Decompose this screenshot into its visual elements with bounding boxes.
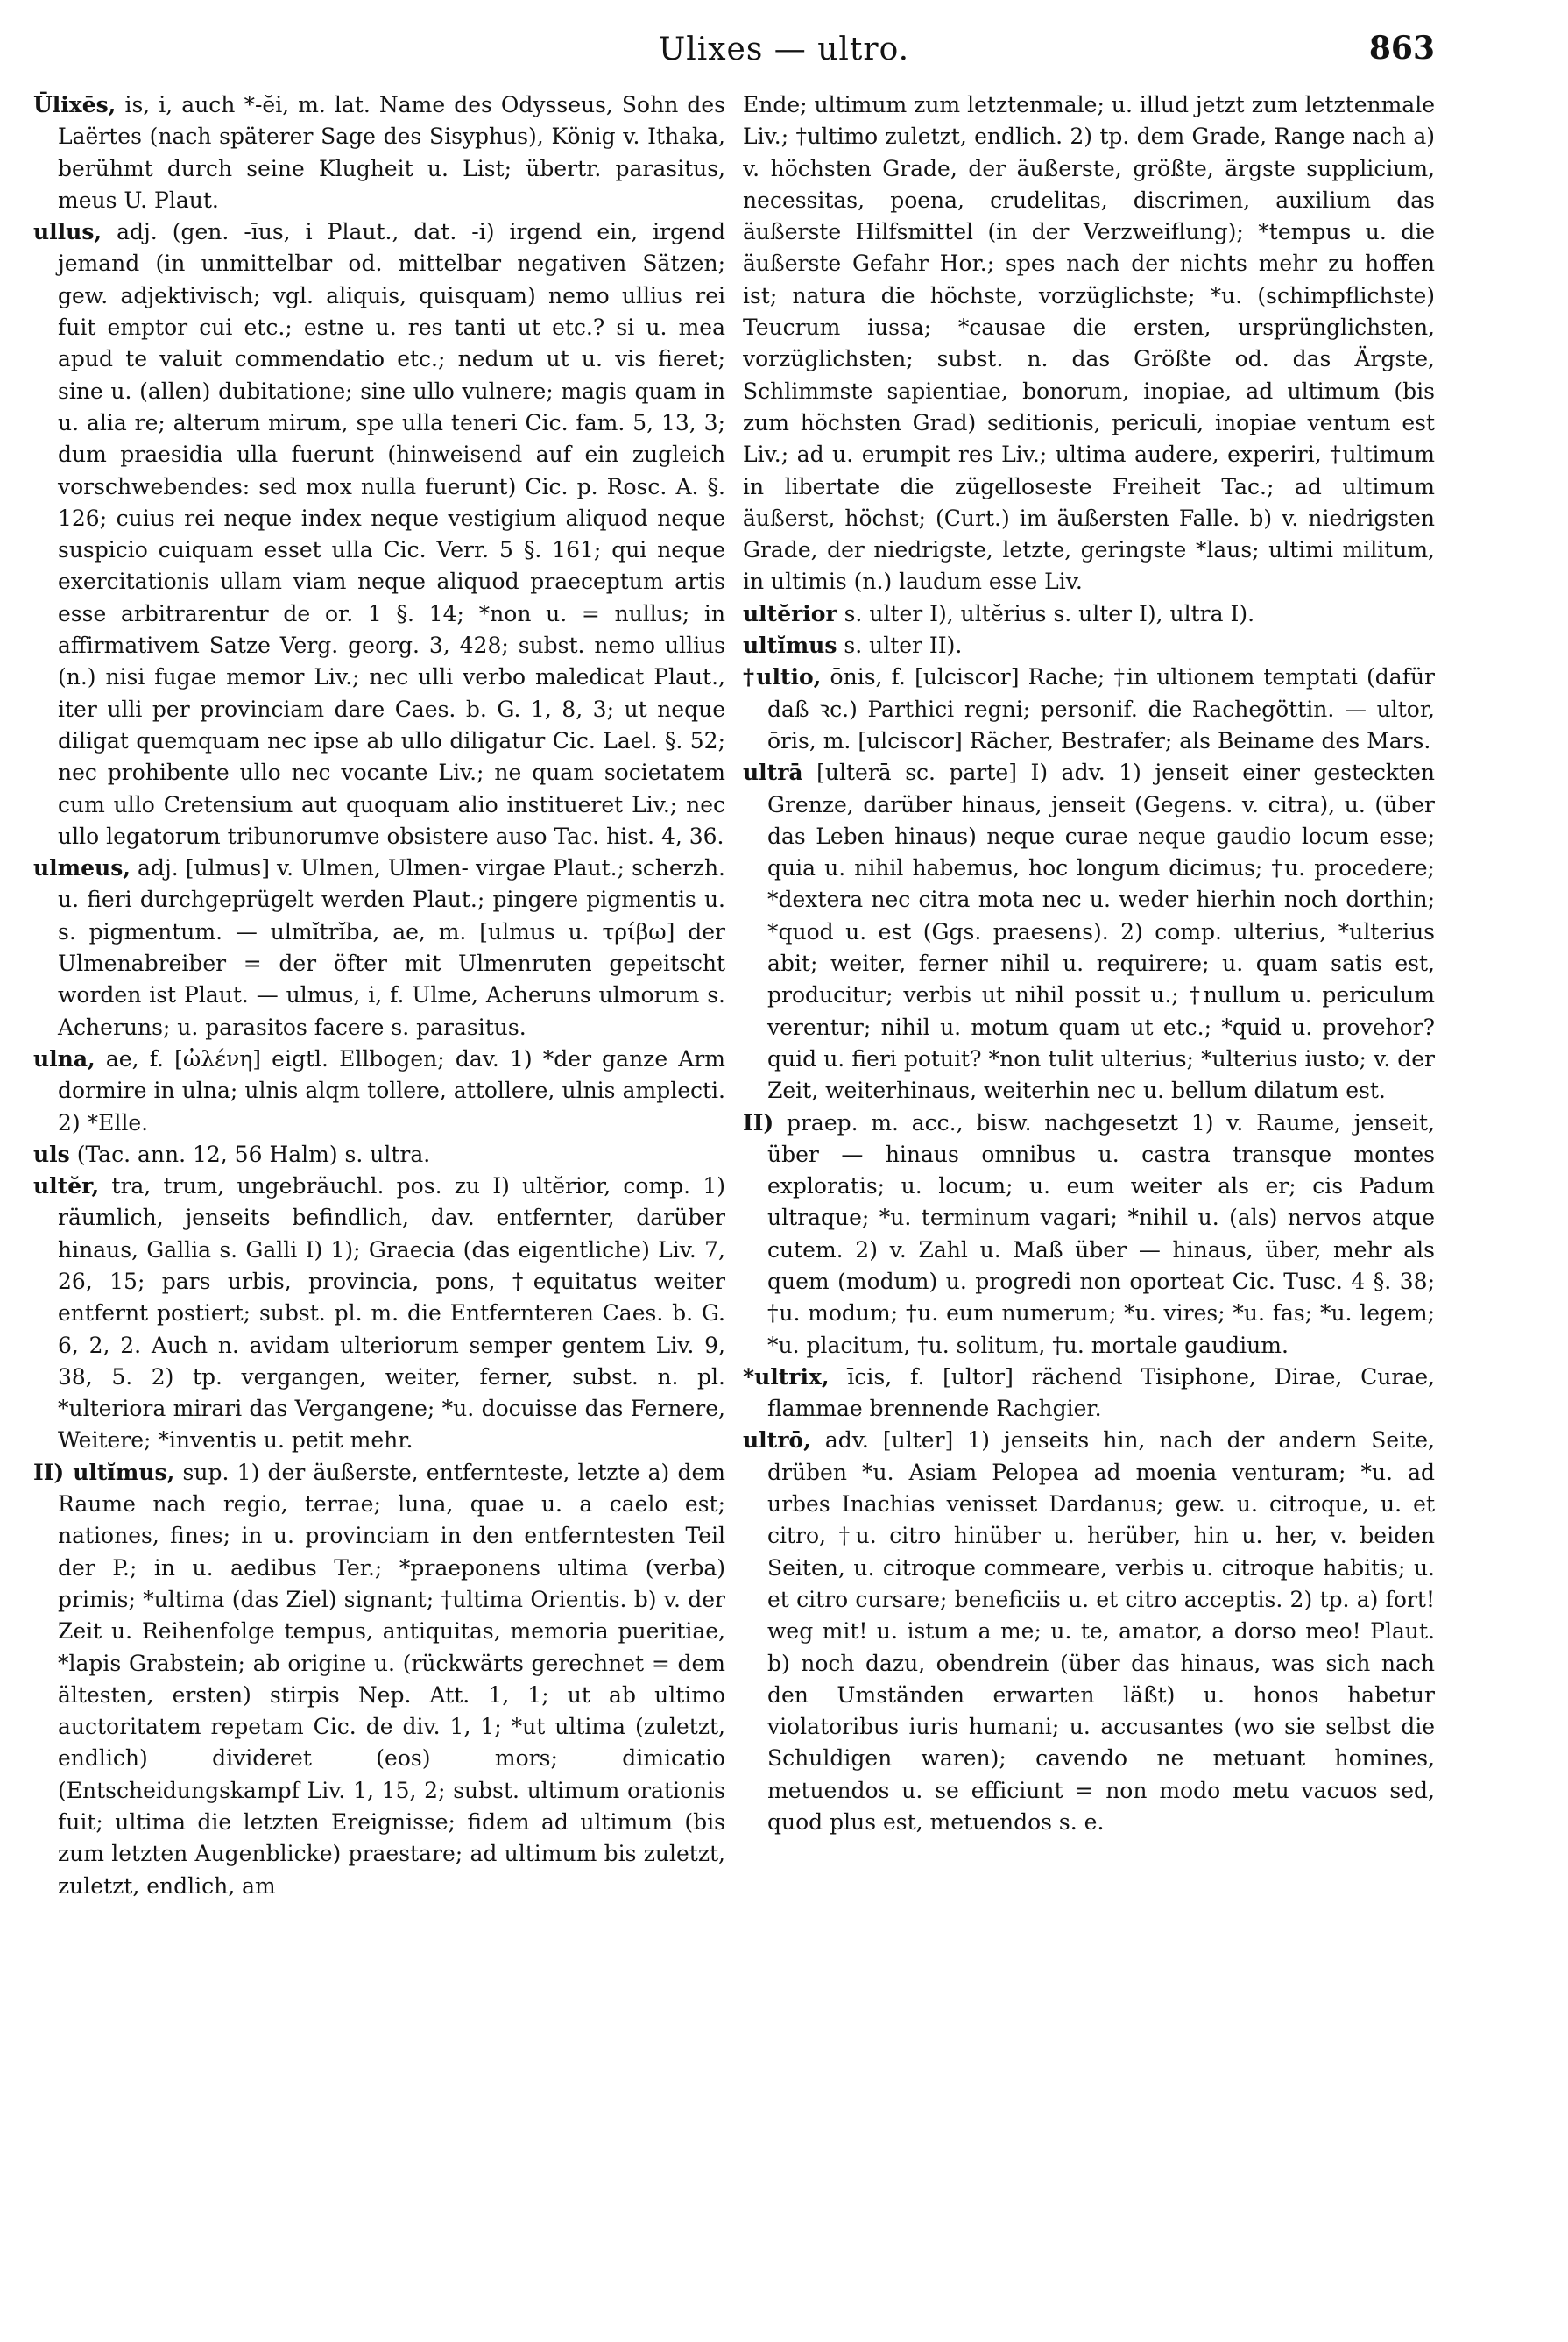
entry-text: adv. [ulter] 1) jenseits hin, nach der andern Seite, drüben *u. Asiam Pelopea ad moenia venturam; *u. ad urbes Inachias venisset Dardanus; gew. u. citroque, u. et citro, †u. citro hinüber u. herüber, hin u. her, v. beiden Seiten, u. citroque commeare, verbis u. citroque habitis; u. et citro cursare; beneficiis u. et citro acceptis. 2) tp. a) fort! weg mit! u. istum a me; u. te, amator, a dorso meo! Plaut. b) noch dazu, obendrein (über das hinaus, was sich nach den Umständen erwarten läßt) u. honos habetur violatoribus iuris humani; u. accusantes (wo sie selbst die Schuldigen waren); cavendo ne metuant homines, metuendos u. se efficiunt = non modo metu vacuos sed, quod plus est, metuendos s. e. — [767, 1427, 1435, 1836]
right-column — [743, 89, 1435, 2315]
dictionary-entry — [743, 1425, 1435, 1838]
page-number: 863 — [1368, 30, 1435, 67]
dictionary-entry — [743, 662, 1435, 757]
dictionary-entry — [743, 757, 1435, 1107]
headword: †ultio, — [743, 664, 822, 690]
headword: ulna, — [33, 1045, 95, 1072]
dictionary-columns — [33, 89, 1435, 2315]
headword: ultĭmus — [743, 633, 837, 659]
entry-text: (Tac. ann. 12, 56 Halm) s. ultra. — [69, 1141, 431, 1167]
entry-text: tra, trum, ungebräuchl. pos. zu I) ultĕrior, comp. 1) räumlich, jenseits befindlich, dav. entfernter, darüber hinaus, Gallia s. Galli I) 1); Graecia (das eigentliche) Liv. 7, 26, 15; pars urbis, provincia, pons, †equitatus weiter entfernt postiert; subst. pl. m. die Entfernteren Caes. b. G. 6, 2, 2. Auch n. avidam ulteriorum semper gentem Liv. 9, 38, 5. 2) tp. vergangen, weiter, ferner, subst. n. pl. *ulteriora mirari das Vergangene; *u. docuisse das Fernere, Weitere; *inventis u. petit mehr. — [58, 1173, 725, 1454]
dictionary-entry — [743, 598, 1435, 630]
headword: ultrā — [743, 760, 803, 786]
headword: ullus, — [33, 219, 102, 245]
entry-text: adj. [ulmus] v. Ulmen, Ulmen- virgae Plaut.; scherzh. u. fieri durchgeprügelt werden Plaut.; pingere pigmentis u. s. pigmentum. — ulmĭtrĭba, ae, m. [ulmus u. τρίβω] der Ulmenabreiber = der öfter mit Ulmenruten gepeitscht worden ist Plaut. — ulmus, i, f. Ulme, Acheruns ulmorum s. Acheruns; u. parasitos facere s. parasitus. — [58, 855, 725, 1040]
entry-text: ōnis, f. [ulciscor] Rache; †in ultionem temptati (dafür daß ꝛc.) Parthici regni; personif. die Rachegöttin. — ultor, ōris, m. [ulciscor] Rächer, Bestrafer; als Beiname des Mars. — [767, 664, 1435, 754]
entry-text: sup. 1) der äußerste, entfernteste, letzte a) dem Raume nach regio, terrae; luna, quae u. a caelo est; nationes, fines; in u. provinciam in den entferntesten Teil der P.; in u. aedibus Ter.; *praeponens ultima (verba) primis; *ultima (das Ziel) signant; †ultima Orientis. b) v. der Zeit u. Reihenfolge tempus, antiquitas, memoria pueritiae, *lapis Grabstein; ab origine u. (rückwärts gerechnet = dem ältesten, ersten) stirpis Nep. Att. 1, 1; ut ab ultimo auctoritatem repetam Cic. de div. 1, 1; *ut ultima (zuletzt, endlich) divideret (eos) mors; dimicatio (Entscheidungskampf Liv. 1, 15, 2; subst. ultimum orationis fuit; ultima die letzten Ereignisse; fidem ad ultimum (bis zum letzten Augenblicke) praestare; ad ultimum bis zuletzt, zuletzt, endlich, am — [58, 1459, 725, 1899]
dictionary-entry — [33, 1457, 725, 1902]
page-header — [0, 19, 1568, 81]
headword: ultĕrior — [743, 600, 837, 626]
headword: Ūlixēs, — [33, 92, 117, 117]
dictionary-entry-continued — [743, 89, 1435, 598]
dictionary-entry — [743, 630, 1435, 662]
entry-text: adj. (gen. -īus, i Plaut., dat. -i) irgend ein, irgend jemand (in unmittelbar od. mittelbar negativen Sätzen; gew. adjektivisch; vgl. aliquis, quisquam) nemo ullius rei fuit emptor cui etc.; estne u. res tanti ut etc.? si u. mea apud te valuit commendatio etc.; nedum ut u. vis fieret; sine u. (allen) dubitatione; sine ullo vulnere; magis quam in u. alia re; alterum mirum, spe ulla teneri Cic. fam. 5, 13, 3; dum praesidia ulla fuerunt (hinweisend auf ein zugleich vorschwebendes: sed mox nulla fuerunt) Cic. p. Rosc. A. §. 126; cuius rei neque index neque vestigium aliquod neque suspicio cuiquam esset ulla Cic. Verr. 5 §. 161; qui neque exercitationis ullam viam neque aliquod praeceptum artis esse arbitrarentur de or. 1 §. 14; *non u. = nullus; in affirmativem Satze Verg. georg. 3, 428; subst. nemo ullius (n.) nisi fugae memor Liv.; nec ulli verbo maledicat Plaut., iter ulli per provinciam dare Caes. b. G. 1, 8, 3; ut neque diligat quemquam nec ipse ab ullo diligatur Cic. Lael. §. 52; nec prohibente ullo nec vocante Liv.; ne quam societatem cum ullo Cretensium aut quoquam alio institueret Liv.; nec ullo legatorum tribunorumve obsistere auso Tac. hist. 4, 36. — [58, 219, 725, 849]
headword: ultrō, — [743, 1427, 811, 1454]
entry-text: [ulterā sc. parte] I) adv. 1) jenseit einer gesteckten Grenze, darüber hinaus, jenseit (Gegens. v. citra), u. (über das Leben hinaus) neque curae neque gaudio locum esse; quia u. nihil habemus, hoc longum dicimus; †u. procedere; *dextera nec citra mota nec u. weder hierhin noch dorthin; *quod u. est (Ggs. praesens). 2) comp. ulterius, *ulterius abit; weiter, ferner nihil u. requirere; u. quam satis est, producitur; verbis ut nihil possit u.; †nullum u. periculum verentur; nihil u. motum quam ut etc.; *quid u. provehor? quid u. fieri potuit? *non tulit ulterius; *ulterius iusto; v. der Zeit, weiterhinaus, weiterhin nec u. bellum dilatum est. — [767, 760, 1435, 1104]
entry-text: s. ulter II). — [837, 633, 963, 659]
headword: uls — [33, 1141, 70, 1167]
dictionary-entry — [33, 216, 725, 853]
dictionary-entry — [33, 89, 725, 216]
entry-text: ae, f. [ὠλένη] eigtl. Ellbogen; dav. 1) *der ganze Arm dormire in ulna; ulnis alqm tollere, attollere, ulnis amplecti. 2) *Elle. — [58, 1045, 725, 1136]
headword: ulmeus, — [33, 855, 131, 881]
entry-text: Ende; ultimum zum letztenmale; u. illud jetzt zum letztenmale Liv.; †ultimo zuletzt, endlich. 2) tp. dem Grade, Range nach a) v. höchsten Grade, der äußerste, größte, ärgste supplicium, necessitas, poena, crudelitas, discrimen, auxilium das äußerste Hilfsmittel (in der Verzweiflung); *tempus u. die äußerste Gefahr Hor.; spes nach der nichts mehr zu hoffen ist; natura die höchste, vorzüglichste; *u. (schimpflichste) Teucrum iussa; *causae die ersten, ursprünglichsten, vorzüglichsten; subst. n. das Größte od. das Ärgste, Schlimmste sapientiae, bonorum, inopiae, ad ultimum (bis zum höchsten Grad) seditionis, periculi, inopiae ventum est Liv.; ad u. erumpit res Liv.; ultima audere, experiri, †ultimum in libertate die zügelloseste Freiheit Tac.; ad ultimum äußerst, höchst; (Curt.) im äußersten Falle. b) v. niedrigsten Grade, der niedrigste, letzte, geringste *laus; ultimi militum, in ultimis (n.) laudum esse Liv. — [743, 92, 1435, 595]
running-head: Ulixes — ultro. — [658, 32, 910, 67]
entry-text: praep. m. acc., bisw. nachgesetzt 1) v. Raume, jenseit, über — hinaus omnibus u. castra transque montes exploratis; u. locum; u. eum weiter als er; cis Padum ultraque; *u. terminum vagari; *nihil u. (als) nervos atque cutem. 2) v. Zahl u. Maß über — hinaus, über, mehr als quem (modum) u. progredi non oporteat Cic. Tusc. 4 §. 38; †u. modum; †u. eum numerum; *u. vires; *u. fas; *u. legem; *u. placitum, †u. solitum, †u. mortale gaudium. — [767, 1109, 1435, 1358]
dictionary-entry — [743, 1362, 1435, 1426]
entry-text: is, i, auch *-ĕi, m. lat. Name des Odysseus, Sohn des Laërtes (nach späterer Sage des Sisyphus), König v. Ithaka, berühmt durch seine Klugheit u. List; übertr. parasitus, meus U. Plaut. — [58, 92, 725, 213]
left-column — [33, 89, 725, 2315]
headword: ultĕr, — [33, 1173, 100, 1199]
entry-text: s. ulter I), ultĕrius s. ulter I), ultra I). — [837, 600, 1255, 626]
entry-text: īcis, f. [ultor] rächend Tisiphone, Dirae, Curae, flammae brennende Rachgier. — [767, 1363, 1435, 1422]
dictionary-entry — [33, 853, 725, 1044]
headword: *ultrix, — [743, 1363, 830, 1390]
dictionary-entry — [33, 1139, 725, 1171]
dictionary-entry — [743, 1107, 1435, 1362]
dictionary-entry — [33, 1171, 725, 1457]
headword: II) ultĭmus, — [33, 1459, 175, 1485]
dictionary-entry — [33, 1044, 725, 1139]
headword: II) — [743, 1109, 774, 1136]
